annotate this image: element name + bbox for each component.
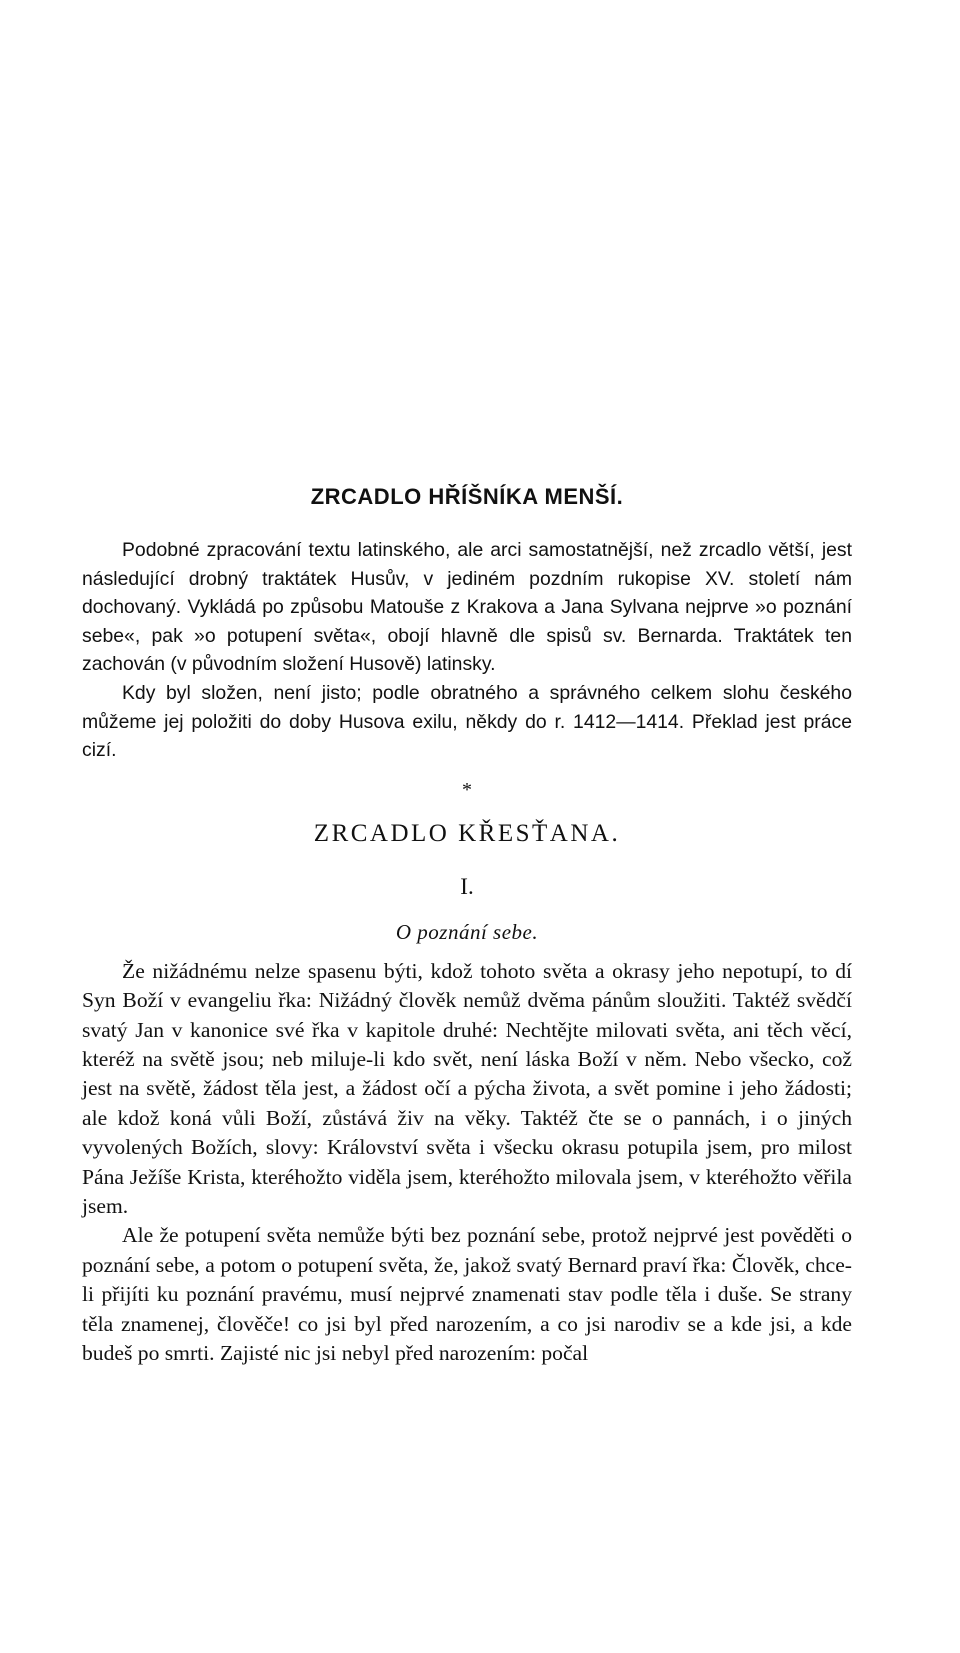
intro-paragraph-2: Kdy byl složen, není jisto; podle obratného a správného celkem slohu českého můžeme jej položiti do doby Husova exilu, někdy do r. 1412—1414. Překlad jest práce cizí.	[82, 681, 852, 762]
section-title: ZRCADLO KŘESŤANA.	[313, 819, 621, 847]
intro-paragraph-1: Podobné zpracování textu latinského, ale arci samostatnější, než zrcadlo větší, jest následující drobný traktátek Husův, v jediném pozdním rukopise XV. století nám dochovaný. Vykládá po způsobu Matouše z Krakova a Jana Sylvana nejprve »o poznání sebe«, pak »o potupení světa«, obojí hlavně dle spisů sv. Bernarda. Traktátek ten zachován (v původním složení Husově) latinsky.	[82, 539, 852, 676]
intro-text	[82, 536, 852, 765]
chapter-number: I.	[460, 873, 474, 899]
page-content	[82, 484, 852, 1368]
page-title: ZRCADLO HŘÍŠNÍKA MENŠÍ.	[310, 484, 624, 509]
chapter-subtitle: O poznání sebe.	[395, 919, 539, 944]
body-paragraph-1: Že nižádnému nelze spasenu býti, kdož tohoto světa a okrasy jeho nepotupí, to dí Syn Boží v evangeliu řka: Nižádný člověk nemůž dvěma pánům sloužiti. Taktéž svědčí svatý Jan v kanonice své řka v kapitole druhé: Nechtějte milovati světa, ani těch věcí, kteréž na světě jsou; neb miluje-li kdo svět, není láska Boží v něm. Nebo všecko, což jest na světě, žádost těla jest, a žádost očí a pýcha života, a svět pomine i jeho žádosti; ale kdož koná vůli Boží, zůstává živ na věky. Taktéž čte se o pannách, i o jiných vyvolených Božích, slovy: Království světa i všecku okrasu potupila jsem, pro milost Pána Ježíše Krista, kteréhožto viděla jsem, kteréhožto milovala jsem, v kteréhožto věřila jsem.	[82, 958, 852, 1218]
section-separator: *	[462, 778, 472, 801]
body-text	[82, 957, 852, 1369]
body-paragraph-2: Ale že potupení světa nemůže býti bez poznání sebe, protož nejprvé jest pověděti o poznání sebe, a potom o potupení světa, že, jakož svatý Bernard praví řka: Člověk, chce-li přijíti ku poznání pravému, musí nejprvé znamenati stav podle těla i duše. Se strany těla znamenej, člověče! co jsi byl před narozením, a co jsi narodiv se a kde jsi, a kde budeš po smrti. Zajisté nic jsi nebyl před narozením: počal	[82, 1223, 852, 1366]
